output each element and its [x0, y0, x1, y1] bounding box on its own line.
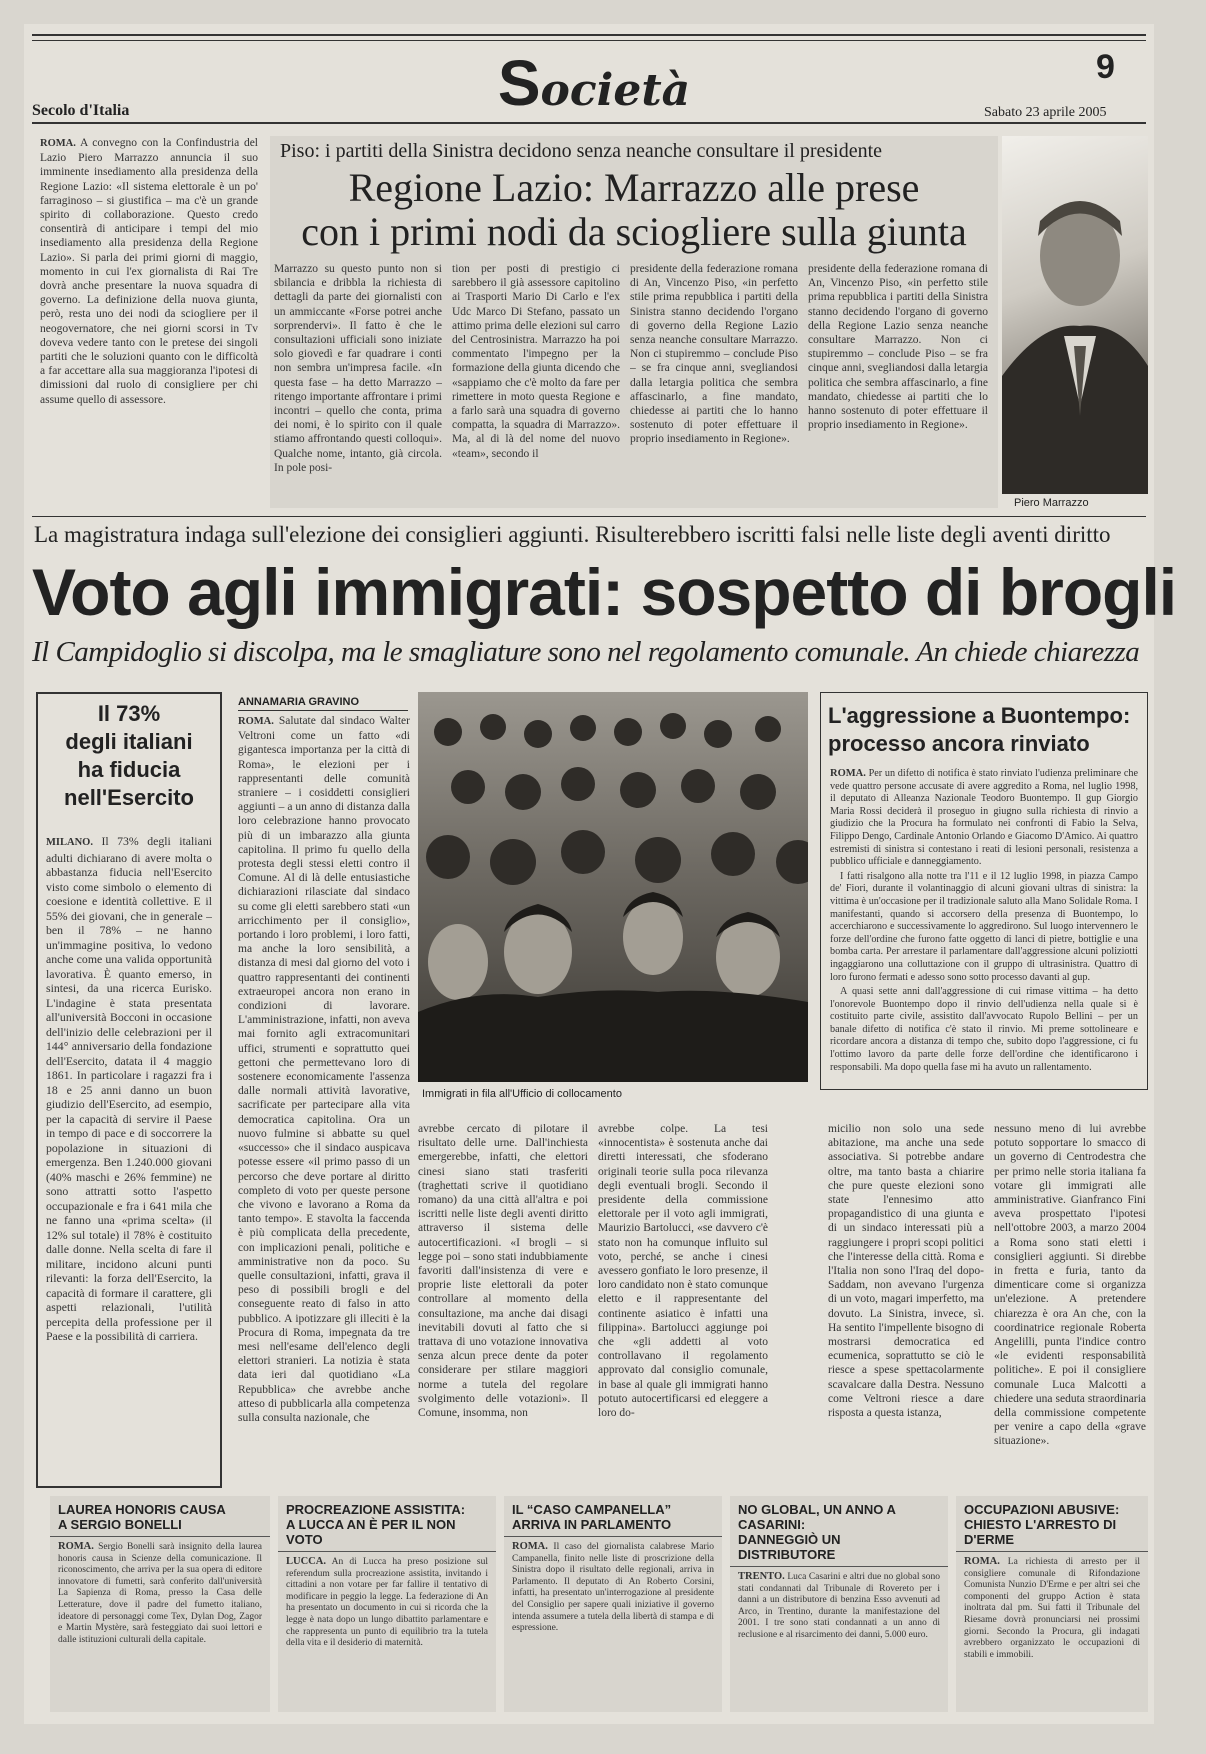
brief-2-headline: PROCREAZIONE ASSISTITA: A LUCCA AN È PER IL NON VOTO	[278, 1496, 496, 1552]
brief-2	[278, 1496, 496, 1712]
top-rule-thin	[32, 40, 1146, 41]
main-column-5: nessuno meno di lui avrebbe potuto sopportare lo smacco di un governo di Centrodestra che per primo nelle storia italiana fa votare gli immigrati alle amministrative. Gianfranco Fini aveva prospettato l'ipotesi nell'ottobre 2003, a marzo 2004 a Roma sono stati eletti i consiglieri aggiunti. Si direbbe in fretta e furia, tanto da dimenticare come si organizza un'elezione. A pretendere chiarezza è ora An che, con la coordinatrice regionale Roberta Angelilli, punta l'indice contro «le evidenti responsabilità politiche». E poi il consigliere comunale Luca Malcotti a chiedere una seduta straordinaria della commissione competente per venire a capo della «grave situazione».	[994, 1123, 1146, 1448]
issue-date: Sabato 23 aprile 2005	[984, 105, 1107, 120]
brief-4	[730, 1496, 948, 1712]
byline-rule	[238, 710, 408, 711]
portrait-illustration	[1002, 136, 1148, 494]
marrazzo-photo	[1002, 136, 1148, 494]
story1-column-5: presidente della federazione romana di An, Vincenzo Piso, «in perfetto stile prima repubblica i partiti della Sinistra stanno decidendo l'organo di governo della Regione Lazio senza neanche consultare Marrazzo. Non ci stupiremmo – conclude Piso – se fra cinque anni, svegliandosi dalla letargia politica che sembra affascinarlo, a fine mandato, chiedesse ai partiti che lo hanno sostenuto di poter effettuare il proprio insediamento in Regione».	[808, 263, 988, 432]
brief-5-headline: OCCUPAZIONI ABUSIVE: CHIESTO L'ARRESTO DI D'ERME	[956, 1496, 1148, 1552]
main-column-2: avrebbe cercato di pilotare il risultato delle urne. Dall'inchiesta emergerebbe, infatti, che elettori cinesi siano stati trasferiti (traghettati scrive il quotidiano romano) da una città all'altra e poi iscritti nelle liste degli aventi diritto attraverso il sistema delle autocertificazioni. «I brogli – si legge poi – sono stati indubbiamente favoriti dall'insistenza di vere e proprie liste elettorali da poter controllare al momento della consultazione, ma anche dai disagi inevitabili dovuti al fatto che si trattava di uno votazione innovativa senza alcun prece dente da poter considerare per stilare maggiori norme a tutela del regolare svolgimento delle votazioni». Il Comune, insomma, non	[418, 1123, 588, 1420]
box-esercito-headline: Il 73% degli italiani ha fiducia nell'Esercito	[64, 701, 194, 810]
story1-kicker: Piso: i partiti della Sinistra decidono senza neanche consultare il presidente	[280, 140, 883, 162]
brief-4-headline: NO GLOBAL, UN ANNO A CASARINI: DANNEGGIÒ UN DISTRIBUTORE	[730, 1496, 948, 1567]
immigrati-photo	[418, 692, 808, 1082]
main-subhead: Il Campidoglio si discolpa, ma le smagliature sono nel regolamento comunale. An chiede chiarezza	[32, 636, 1140, 668]
story1-column-1: ROMA. A convegno con la Confindustria del Lazio Piero Marrazzo annuncia il suo imminente insediamento alla presidenza della Regione Lazio: «Il sistema elettorale è un po' farraginoso – si giustifica – ma c'è un grande spirito di collaborazione. Questo credo consentirà di anticipare i tempi del mio insediamento alla presidenza della Regione Lazio». Si parla dei primi giorni di maggio, momento in cui l'ex giornalista di Rai Tre dovrà anche presentare la nuova squadra di governo. La definizione della nuova giunta, però, resta uno dei nodi da sciogliere per il neogovernatore, che nei giorni scorsi in Tv doveva vedere tanto con le pretese dei singoli partiti che le soluzioni quanto con le difficoltà a far accettare alla sua maggioranza l'ipotesi di dimissioni dal ruolo di consigliere per chi assume quello di assessore.	[40, 137, 258, 406]
masthead: Secolo d'Italia	[32, 102, 130, 119]
brief-1-text: ROMA. Sergio Bonelli sarà insignito della laurea honoris causa in Scienze della comunicazione. Il riconoscimento, che arriva per la sua opera di editore innovatore di fumetti, sarà conferito dall'università La Sapienza di Roma, presso la Casa delle Letterature, dove il padre del fumetto italiano, ideatore di personaggi come Tex, Dylan Dog, Zagor e Martin Mystère, sarà festeggiato dai suoi lettori e dalle istituzioni culturali della capitale.	[58, 1541, 262, 1645]
box-buontempo-text: ROMA. Per un difetto di notifica è stato rinviato l'udienza preliminare che vede quattro persone accusate di avere aggredito a Roma, nel luglio 1998, il deputato di Alleanza Nazionale Teodoro Buontempo. Il gup Giorgio Maria Rossi deciderà il proseguo in giugno sulla richiesta di rinvio a giudizio che la Procura ha formulato nei confronti di Fabio la Selva, Filippo Dengo, Cardinale Antonio Orlando e Giacomo D'Amico. Ai quattro estremisti di sinistra si contestano i reati di lesioni personali, resistenza a pubblico ufficiale e danneggiamento. I fatti risalgono alla notte tra l'11 e il 12 luglio 1998, in piazza Campo de' Fiori, durante il volantinaggio di alcuni giovani ultras di sinistra: la vittima è un'occasione per il tradizionale saluto alla Mano Solidale Roma. I manifestanti, quando si accorsero della presenza di Buontempo, lo accerchiarono e successivamente lo aggredirono. Sul luogo intervennero le forze dell'ordine che furono fatte oggetto di lanci di pietre, bottiglie e una bomba carta. Per arrestare il parlamentare dall'aggressione alcuni poliziotti ingaggiarono una colluttazione con il gruppo di ultrasinistra. Quattro di loro furono fermati e adesso sono sotto processo davanti al gup. A quasi sette anni dall'aggressione di cui rimase vittima – ha detto l'onorevole Buontempo dopo il rinvio dell'udienza nella quale si è costituito parte civile, assistito dall'avvocato Rupolo Bellini – per un banale difetto di notifica c'è stato il rinvio. Mi preme sottolineare e ricordare ancora a distanza di tempo che, subito dopo l'aggressione, ci fu l'ottimo lavoro da parte delle forze dell'ordine che identificarono i responsabili. Ma dopo quella fase mi ha avuto un rallentamento.	[830, 768, 1138, 1073]
story1-column-4: presidente della federazione romana di An, Vincenzo Piso, «in perfetto stile prima repubblica i partiti della Sinistra stanno decidendo l'organo di governo della Regione Lazio senza neanche consultare Marrazzo. Non ci stupiremmo – conclude Piso – se fra cinque anni, svegliandosi dalla letargia politica che sembra affascinarlo, a fine mandato, chiedesse ai partiti che lo hanno sostenuto di poter effettuare il proprio insediamento in Regione».	[630, 263, 798, 446]
brief-3-headline: IL “CASO CAMPANELLA” ARRIVA IN PARLAMENTO	[504, 1496, 722, 1537]
story-divider	[32, 516, 1146, 517]
immigrati-photo-caption: Immigrati in fila all'Ufficio di collocamento	[422, 1088, 622, 1100]
brief-4-text: TRENTO. Luca Casarini e altri due no global sono stati condannati dal Tribunale di Rovereto per i danni a un distributore di benzina Esso avvenuti ad Arco, in Trentino, durante la manifestazione del 2001. I tre sono stati condannati a un anno di reclusione e al risarcimento dei danni, 5.000 euro.	[738, 1571, 941, 1640]
main-column-4: micilio non solo una sede abitazione, ma anche una sede associativa. Si potrebbe andare oltre, ma tanto basta a chiarire che pure queste elezioni sono state l'ennesimo atto propagandistico di una giunta e di un sindaco interessati più a raggiungere i propri scopi politici che l'interesse della città. Roma e l'Italia non sono l'Iraq del dopo-Saddam, non avevano l'urgenza di un voto, magari imperfetto, ma dovuto. La Sinistra, invece, sì. Ha sentito l'impellente bisogno di mostrarsi democratica ed ecumenica, soprattutto se ciò le riesce a spese spettacolarmente scavalcare dalla Destra. Nessuno come Veltroni riesce a dare risposta a questa istanza,	[828, 1123, 984, 1420]
section-title: Società	[497, 47, 691, 119]
brief-1-headline: LAUREA HONORIS CAUSA A SERGIO BONELLI	[50, 1496, 270, 1537]
story1-headline: Regione Lazio: Marrazzo alle prese con i primi nodi da sciogliere sulla giunta	[301, 165, 967, 254]
header-rule	[32, 122, 1146, 124]
brief-2-text: LUCCA. An di Lucca ha preso posizione sul referendum sulla procreazione assistita, invitando i cittadini a non votare per far fallire il tentativo di modificare in peggio la legge. La federazione di An ha presentato un documento in cui si ricorda che la legge è nata dopo un lungo dibattito parlamentare e che rappresenta un punto di equilibrio tra la tutela della vita e il desiderio di maternità.	[286, 1556, 488, 1649]
page-number: 9	[1096, 48, 1115, 86]
main-kicker: La magistratura indaga sull'elezione dei consiglieri aggiunti. Risulterebbero iscritti falsi nelle liste degli aventi diritto	[34, 522, 1111, 547]
brief-5-text: ROMA. La richiesta di arresto per il consigliere comunale di Rifondazione Comunista Nunzio D'Erme e per altri sei che componenti del gruppo Action è stata inoltrata dal pm. Sui fatti il Tribunale del Riesame dovrà pronunciarsi nei prossimi giorni. Secondo la Procura, gli indagati avrebbero organizzato le occupazioni di stabili e immobili.	[964, 1556, 1141, 1660]
brief-3	[504, 1496, 722, 1712]
top-rule	[32, 34, 1146, 36]
main-headline: Voto agli immigrati: sospetto di brogli	[32, 555, 1177, 629]
box-buontempo-headline: L'aggressione a Buontempo: processo ancora rinviato	[828, 703, 1131, 756]
story1-column-3: tion per posti di prestigio ci sarebbero il già assessore capitolino ai Trasporti Mario Di Carlo e l'ex Udc Marco Di Stefano, passato un attimo prima delle elezioni sul carro del Centrosinistra. Marrazzo ha poi commentato l'impegno per la formazione della giunta dicendo che «sappiamo che c'è molto da fare per rimettere in moto questa Regione e a farlo sarà una squadra di governo compatta, la squadra di Marrazzo». Ma, al di là del nome del nuovo «team», secondo il	[452, 263, 620, 460]
main-column-3: avrebbe colpe. La tesi «innocentista» è sostenuta anche dai diretti interessati, che sfoderano originali teorie sulla poca rilevanza degli eventuali brogli. Secondo il presidente della commissione elettorale per il voto agli immigrati, Maurizio Bartolucci, «se davvero c'è stato non ha comunque influito sul voto, perché, se anche i cinesi avessero gonfiato le loro presenze, il loro candidato non è stato comunque eletto e il rappresentante del continente asiatico è infatti una filippina». Bartolucci aggiunge poi che «gli addetti al voto controllavano il regolamento approvato dal consiglio comunale, in base al quale gli immigrati hanno potuto autocertificarsi ed eleggere a loro do-	[598, 1123, 768, 1420]
brief-1	[50, 1496, 270, 1712]
story1-column-2: Marrazzo su questo punto non si sbilancia e dribbla la richiesta di dettagli da parte dei giornalisti con un ammiccante «Forse potrei anche sorprendervi». Il fatto è che le consultazioni ufficiali sono iniziate solo giovedì e far quadrare i conti non sembra un'impresa facile. «In questa fase – ha detto Marrazzo – ritengo importante affrontare i primi incontri – quello che conta, prima dei nomi, è lo spirito con il quale stiamo affrontando questi colloqui». Qualche nome, intanto, già circola. In pole posi-	[274, 263, 442, 474]
box-esercito-text: MILANO. Il 73% degli italiani adulti dichiarano di avere molta o abbastanza fiducia nell'Esercito visto come simbolo o elemento di coesione e identità collettive. E il 55% dei giovani, che in generale – ben il 78% – ne hanno un'immagine positiva, lo vedono anche come una valida opportunità lavorativa. È quanto emerso, in sintesi, da una ricerca Eurisko. L'indagine è stata presentata all'università Bocconi in occasione dell'inizio delle celebrazioni per il 144° anniversario della fondazione dell'Esercito, datata il 4 maggio 1861. In particolare i ragazzi fra i 18 e 25 anni danno un buon giudizio dell'Esercito, ad esempio, per la capacità di servire il Paese in tempo di pace e di soccorrere la popolazione in situazioni di emergenza. Ben 1.240.000 giovani (40% maschi e 26% femmine) ne sono attratti sotto l'aspetto occupazionale e fra i 641 mila che ne fanno una «prima scelta» (il 12% sul totale) il 78% è costituito dalle donne. Nella scelta di fare il militare, incidono alcuni punti rilevanti: la forza dell'Esercito, la capacità di formare il carattere, gli aspetti relazionali, l'utilità percepita della professione per il Paese e la possibilità di carriera.	[46, 834, 212, 1343]
crowd-illustration	[418, 692, 808, 1082]
main-byline: ANNAMARIA GRAVINO	[238, 696, 359, 708]
main-column-1: ROMA. Salutate dal sindaco Walter Veltroni come un fatto «di gigantesca importanza per la città di Roma», le elezioni per i rappresentanti delle comunità straniere – i cosiddetti consiglieri aggiunti – a un anno di distanza dalla loro celebrazione hanno provocato più di un imbarazzo alla giunta capitolina. Il primo fu quello della protesta degli stessi eletti contro il Comune. Al di là delle entusiastiche dichiarazioni rilasciate dal sindaco su come gli eletti sarebbero stati «un arricchimento per il consiglio», portando i loro problemi, i loro fatti, ma anche la loro sensibilità, a distanza di mesi dal giorno del voto i quattro rappresentanti dei continenti extraeuropei ancora non erano in condizioni di lavorare. L'amministrazione, infatti, non aveva mai fornito agli extracomunitari uffici, strumenti e soprattutto quei gettoni che permettevano loro di sostenere economicamente l'assenza dalle normali attività lavorative, sacrificate per partecipare alla vita democratica capitolina. Ora un nuovo fulmine si abbatte su quel «successo» che il sindaco auspicava potesse essere «il primo passo di un percorso che deve portare al diritto completo di voto per queste persone che vivono e lavorano a Roma da tanto tempo». E stavolta la faccenda è più complicata della precedente, con implicazioni penali, politiche e amministrative non da poco. Su quelle consultazioni, infatti, grava il peso di possibili brogli e del conseguente reato di falso in atto pubblico. A ipotizzare gli illeciti è la Procura di Roma, impegnata da tre mesi nell'esame dell'elenco degli elettori stranieri. La notizia è stata data ieri dal quotidiano «La Repubblica» che avrebbe anche atteso di pubblicarla alla competenza sulla consulta nazionale, che	[238, 715, 410, 1424]
brief-3-text: ROMA. Il caso del giornalista calabrese Mario Campanella, finito nelle liste di proscrizione della Sinistra dopo il risultato delle regionali, arriva in Parlamento. Il deputato di An Roberto Corsini, infatti, ha presentato un'interrogazione al presidente del Consiglio per sapere quali iniziative il governo intenda assumere a tutela della libertà di stampa e di espressione.	[512, 1541, 714, 1634]
brief-5	[956, 1496, 1148, 1712]
marrazzo-photo-caption: Piero Marrazzo	[1014, 497, 1089, 509]
newspaper-page	[24, 24, 1177, 1724]
